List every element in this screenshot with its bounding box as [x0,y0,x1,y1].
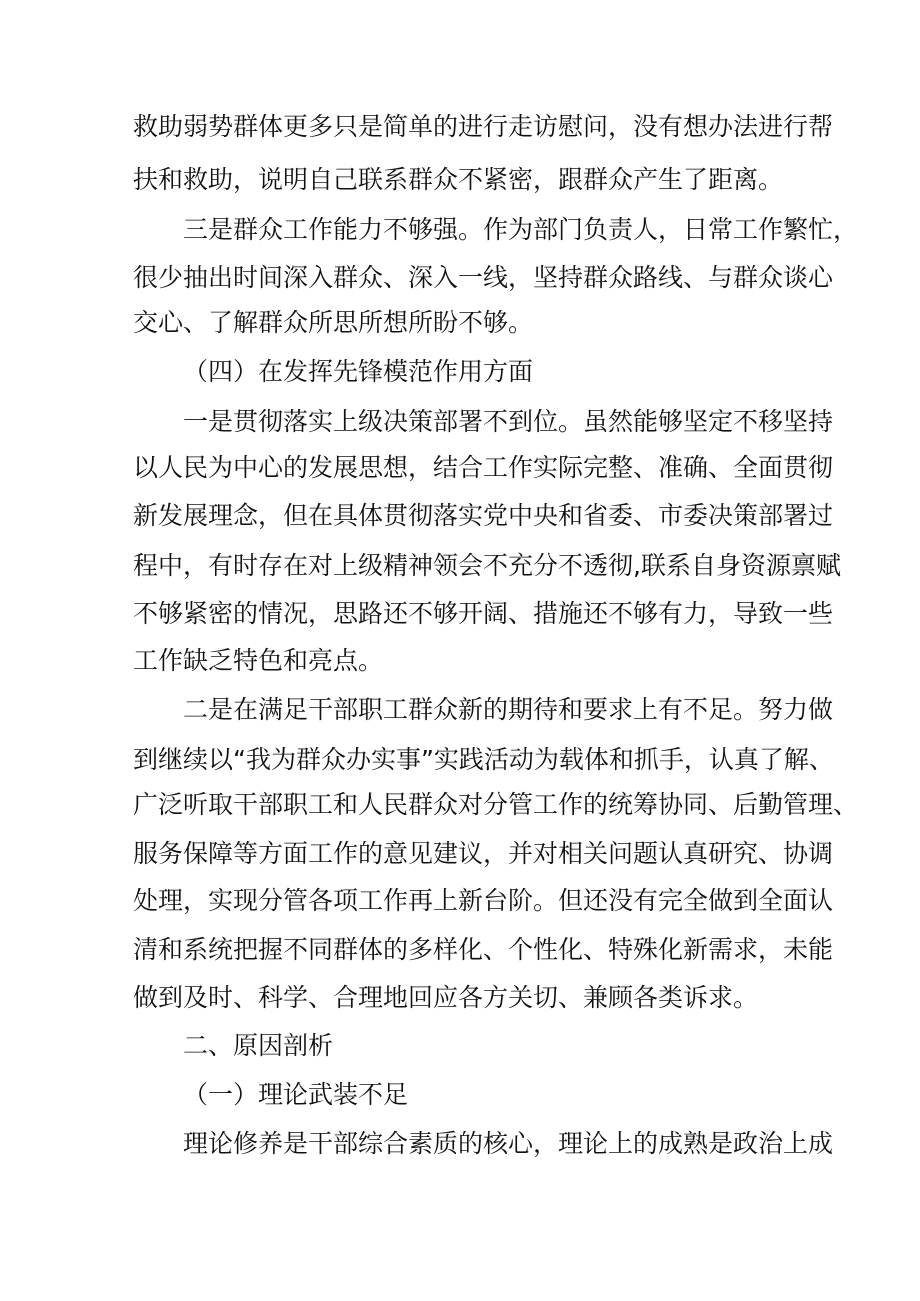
text-line: 扶和救助，说明自己联系群众不紧密，跟群众产生了距离。 [133,165,784,194]
text-line: 救助弱势群体更多只是简单的进行走访慰问，没有想办法进行帮 [133,112,834,141]
text-line: 一是贯彻落实上级决策部署不到位。虽然能够坚定不移坚持 [183,407,834,436]
text-line: 做到及时、科学、合理地回应各方关切、兼顾各类诉求。 [133,983,759,1012]
text-line: 服务保障等方面工作的意见建议，并对相关问题认真研究、协调 [133,839,834,868]
text-line: 到继续以“我为群众办实事”实践活动为载体和抓手，认真了解、 [133,745,834,774]
text-line: 不够紧密的情况，思路还不够开阔、措施还不够有力，导致一些 [133,599,834,628]
text-line: 很少抽出时间深入群众、深入一线，坚持群众路线、与群众谈心 [133,263,834,292]
text-line: 工作缺乏特色和亮点。 [133,646,384,675]
text-line: 程中，有时存在对上级精神领会不充分不透彻,联系自身资源禀赋 [133,551,841,580]
text-line: 清和系统把握不同群体的多样化、个性化、特殊化新需求，未能 [133,935,834,964]
subsection-heading: （一）理论武装不足 [183,1080,409,1109]
text-line: 三是群众工作能力不够强。作为部门负责人，日常工作繁忙， [183,215,859,244]
text-line: 广泛听取干部职工和人民群众对分管工作的统筹协同、后勤管理、 [133,790,859,819]
text-line: 交心、了解群众所思所想所盼不够。 [133,308,534,337]
text-line: 二是在满足干部职工群众新的期待和要求上有不足。努力做 [183,695,834,724]
text-line: 处理，实现分管各项工作再上新台阶。但还没有完全做到全面认 [133,886,834,915]
text-line: 理论修养是干部综合素质的核心，理论上的成熟是政治上成 [183,1129,834,1158]
text-line: 以人民为中心的发展思想，结合工作实际完整、准确、全面贯彻 [133,453,834,482]
section-heading: 二、原因剖析 [183,1031,334,1060]
section-heading: （四）在发挥先锋模范作用方面 [183,357,534,386]
text-line: 新发展理念，但在具体贯彻落实党中央和省委、市委决策部署过 [133,501,834,530]
